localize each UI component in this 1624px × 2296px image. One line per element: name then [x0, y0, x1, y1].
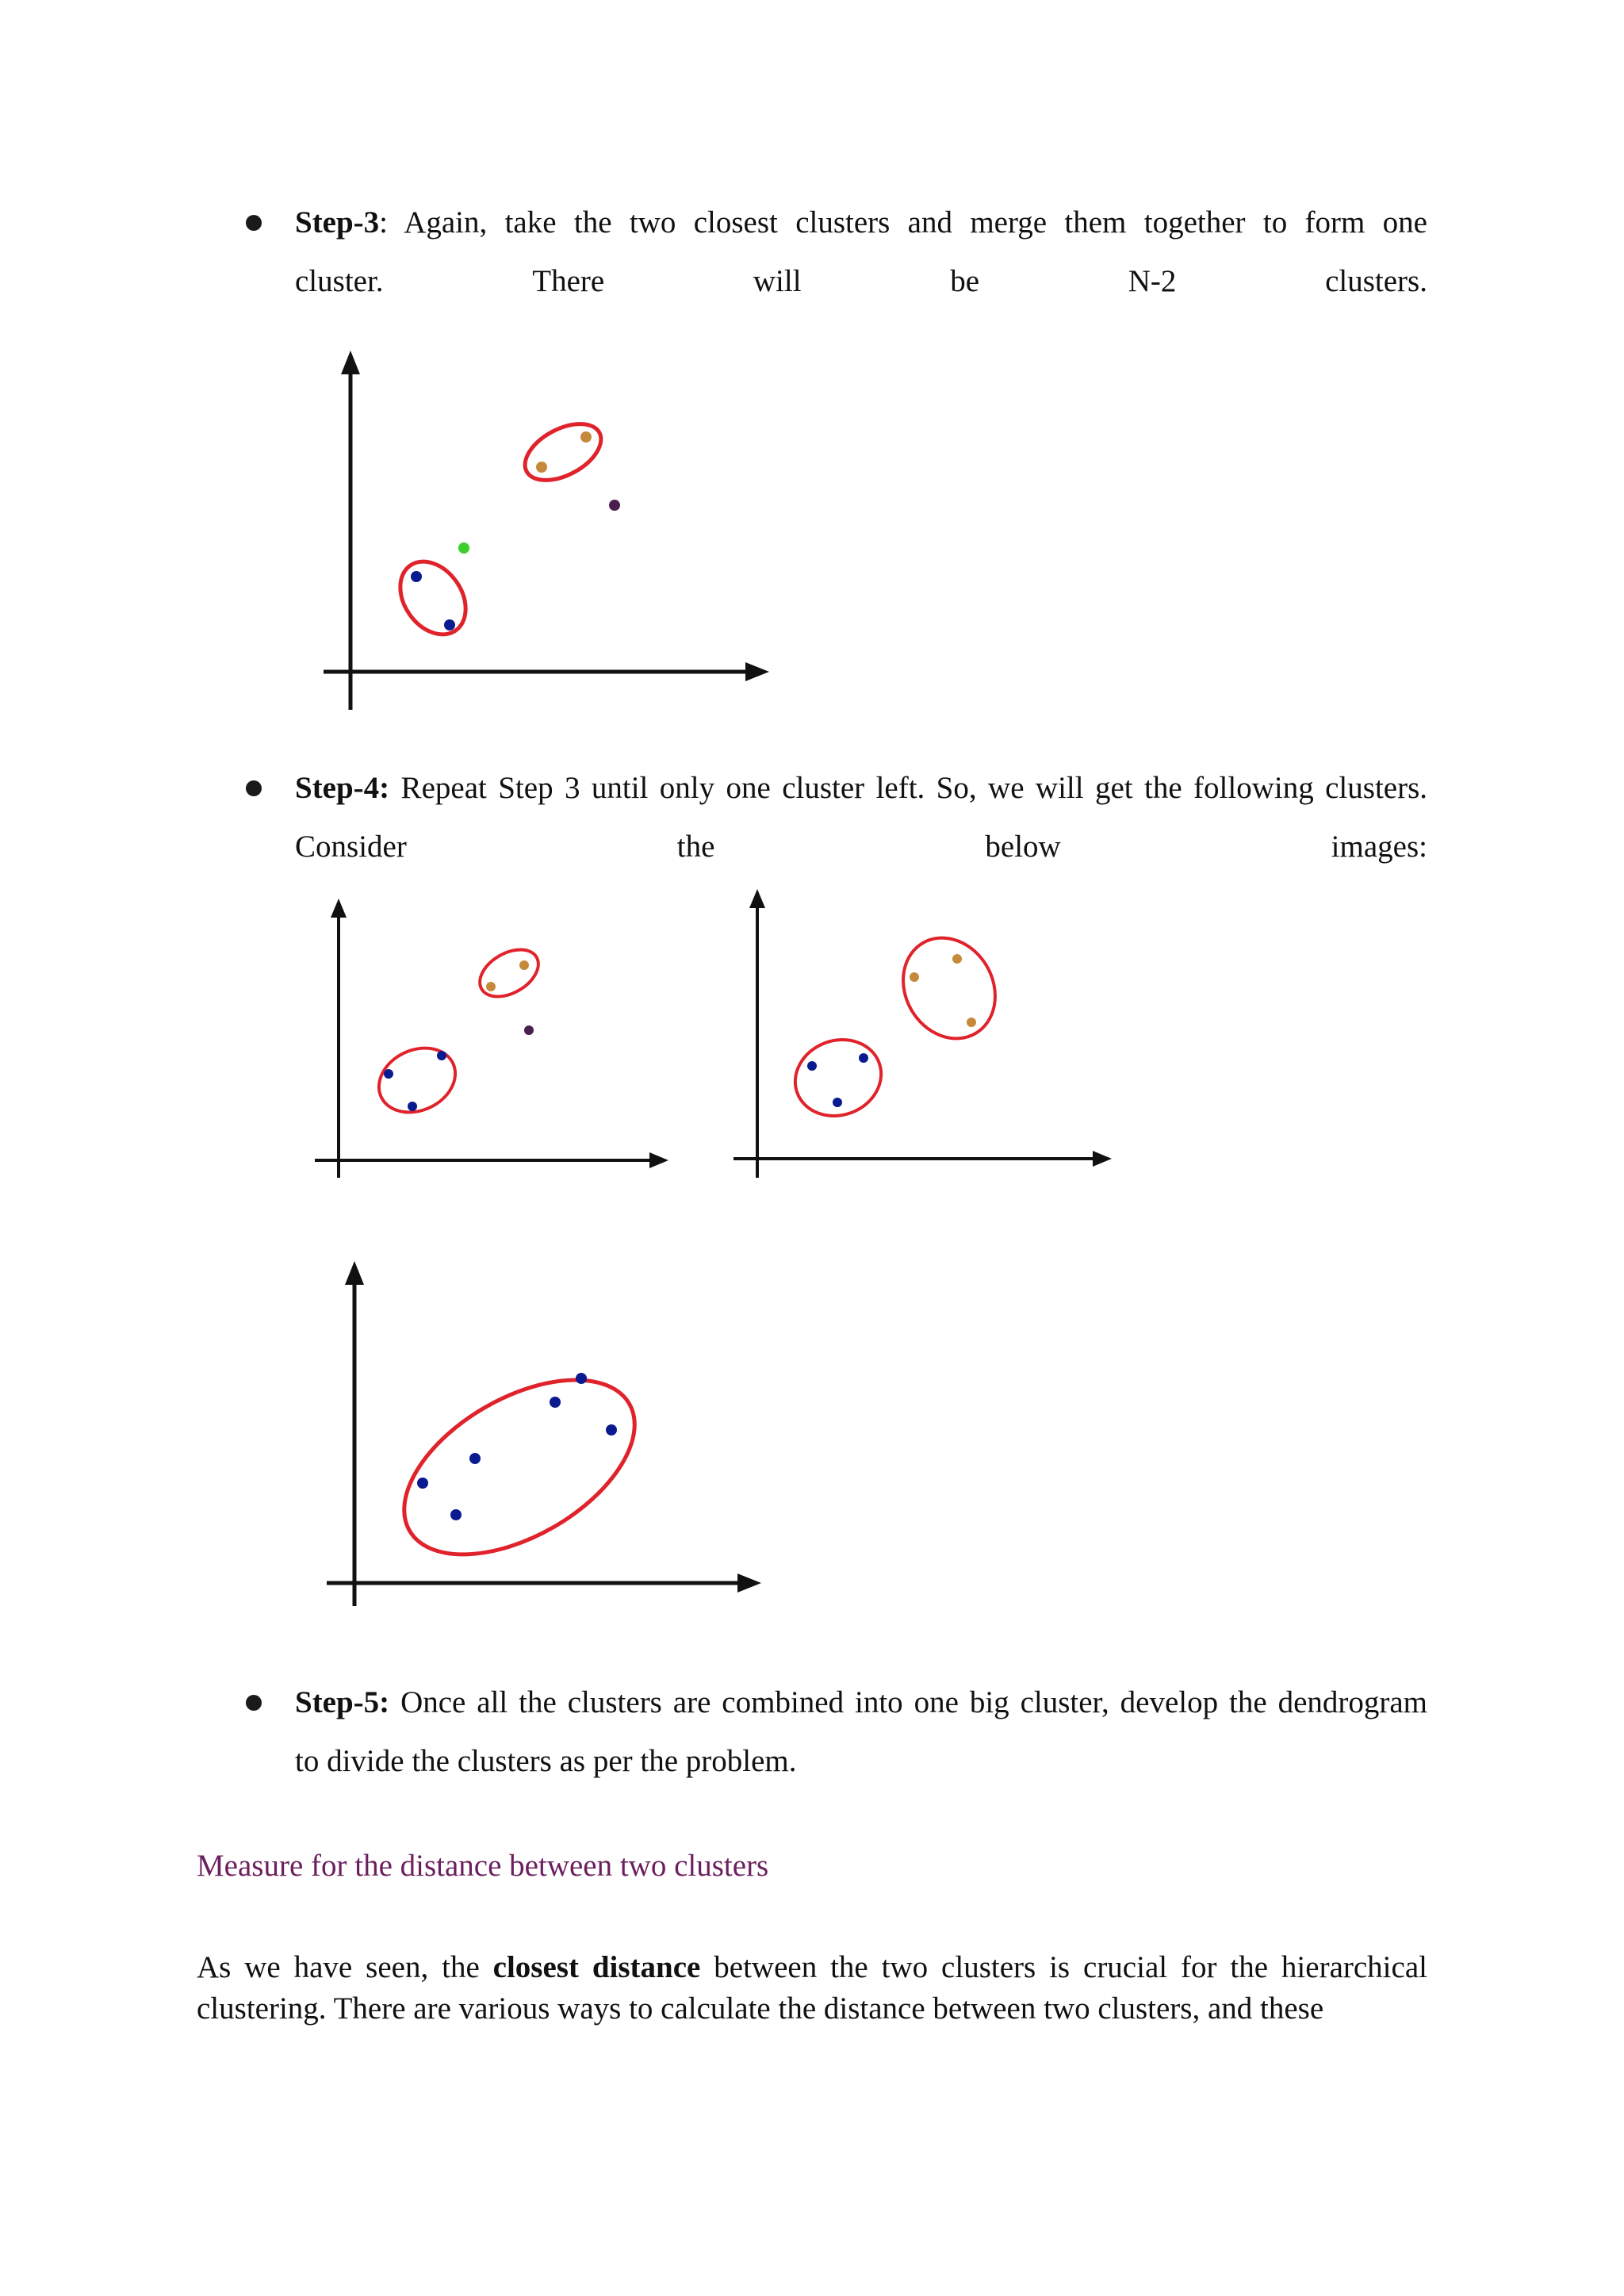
step-4-cluster-figure-c [325, 1253, 769, 1610]
data-point [444, 619, 455, 631]
word: be [950, 264, 980, 298]
data-point [967, 1018, 976, 1027]
axes [733, 900, 1102, 1178]
step-5-text [295, 1673, 1427, 1791]
step-5-line-2: to divide the clusters as per the problem. [295, 1744, 797, 1778]
word: clusters. [1325, 264, 1427, 298]
data-point [606, 1424, 617, 1435]
y-axis-arrow-icon [331, 899, 347, 918]
axes [324, 361, 749, 710]
data-point [807, 1061, 817, 1071]
data-point [833, 1098, 842, 1107]
bullet-icon [246, 1695, 262, 1711]
data-point [609, 500, 620, 511]
step-4-cluster-figure-b [730, 884, 1126, 1182]
step-3-description: : Again, take the two closest clusters and merge them together to form one [379, 205, 1427, 240]
word: will [753, 264, 802, 298]
data-point [458, 542, 469, 554]
axes [315, 908, 654, 1178]
word: There [532, 264, 605, 298]
word: images: [1331, 830, 1427, 864]
data-point [859, 1053, 868, 1063]
cluster-outline [387, 549, 479, 646]
x-axis-arrow-icon [745, 662, 769, 681]
data-point [417, 1478, 428, 1489]
word: below [985, 830, 1061, 864]
cluster-outline [515, 412, 610, 492]
data-point [437, 1051, 446, 1060]
data-point [576, 1373, 587, 1384]
section-heading: Measure for the distance between two clusters [197, 1849, 769, 1883]
data-point [580, 431, 592, 443]
x-axis-arrow-icon [737, 1573, 761, 1593]
data-point [486, 982, 496, 991]
data-point [910, 972, 919, 982]
x-axis-arrow-icon [1093, 1151, 1112, 1167]
step-3-line-2 [295, 252, 1427, 311]
data-point [408, 1102, 417, 1111]
word: Consider [295, 830, 407, 864]
step-4-cluster-figure-a [313, 892, 678, 1182]
data-point [411, 571, 422, 582]
paragraph-text: As we have seen, the [197, 1950, 493, 1984]
data-point [519, 960, 529, 970]
cluster-outline [375, 1344, 664, 1591]
step-4-line-2 [295, 818, 1427, 876]
cluster-outline [369, 1036, 466, 1124]
cluster-outline [472, 940, 546, 1006]
y-axis-arrow-icon [345, 1261, 364, 1285]
paragraph-text: between the two clusters is crucial for the hierarchical clustering. There are various ways to calculate the distance between two clusters, and these [197, 1950, 1427, 2026]
word: the [676, 830, 715, 864]
cluster-outline [885, 921, 1013, 1055]
step-4-text [295, 759, 1427, 876]
data-point [450, 1509, 462, 1520]
word: cluster. [295, 264, 384, 298]
axes [327, 1273, 741, 1606]
data-point [384, 1069, 393, 1079]
data-point [524, 1025, 534, 1035]
step-4-title: Step-4: [295, 771, 390, 805]
step-4-description: Repeat Step 3 until only one cluster left. So, we will get the following clusters. [389, 771, 1427, 805]
data-point [469, 1453, 481, 1464]
bullet-icon [246, 215, 262, 231]
bullet-icon [246, 780, 262, 796]
body-paragraph [197, 1947, 1427, 2030]
y-axis-arrow-icon [341, 351, 360, 374]
y-axis-arrow-icon [749, 889, 765, 908]
step-3-title: Step-3 [295, 205, 380, 240]
x-axis-arrow-icon [649, 1152, 668, 1168]
step-5-description: Once all the clusters are combined into one big cluster, develop the dendrogram [389, 1685, 1427, 1719]
data-point [952, 954, 962, 964]
paragraph-bold-text: closest distance [492, 1950, 701, 1984]
word: N-2 [1128, 264, 1177, 298]
step-3-cluster-figure [317, 341, 777, 722]
step-5-title: Step-5: [295, 1685, 390, 1719]
cluster-outline [784, 1028, 892, 1128]
data-point [536, 462, 547, 473]
step-3-text [295, 194, 1427, 311]
data-point [550, 1397, 561, 1408]
